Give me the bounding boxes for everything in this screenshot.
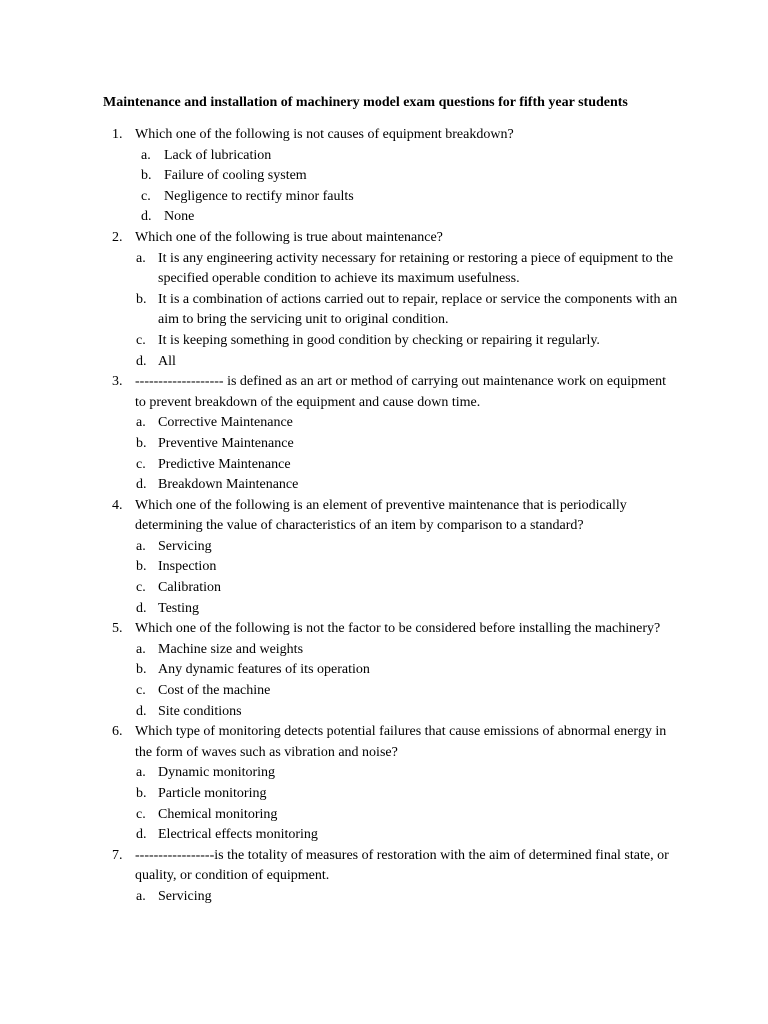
option-text: Corrective Maintenance	[158, 415, 293, 431]
option-letter: b.	[136, 291, 147, 307]
option-item	[0, 455, 768, 476]
option-letter: a.	[136, 250, 146, 266]
option-list	[0, 249, 768, 373]
question-1	[0, 125, 768, 228]
option-letter: a.	[136, 415, 146, 431]
option-letter: b.	[136, 662, 147, 678]
option-letter: a.	[141, 147, 151, 163]
question-text: Which one of the following is true about maintenance?	[135, 229, 443, 245]
question-3	[0, 372, 768, 496]
option-letter: c.	[136, 456, 146, 472]
option-item	[0, 434, 768, 455]
option-text: Calibration	[158, 580, 221, 596]
question-number: 7.	[112, 847, 123, 863]
option-item	[0, 146, 768, 167]
option-text: Preventive Maintenance	[158, 435, 294, 451]
option-item	[0, 825, 768, 846]
option-item	[0, 557, 768, 578]
question-7	[0, 846, 768, 908]
question-text: -----------------is the totality of measures of restoration with the aim of determined final state, or quality, or condition of equipment.	[135, 847, 669, 884]
question-text: Which type of monitoring detects potential failures that cause emissions of abnormal energy in the form of waves such as vibration and noise?	[135, 724, 667, 760]
option-letter: d.	[136, 703, 147, 719]
option-text: Servicing	[158, 538, 212, 554]
option-letter: a.	[136, 641, 146, 657]
question-number: 4.	[112, 497, 123, 513]
option-item	[0, 763, 768, 784]
option-text: Predictive Maintenance	[158, 456, 291, 472]
question-text: Which one of the following is not causes of equipment breakdown?	[135, 127, 514, 142]
option-list	[0, 537, 768, 619]
option-item	[0, 578, 768, 599]
option-list	[0, 763, 768, 845]
option-list	[0, 413, 768, 495]
option-letter: d.	[136, 477, 147, 493]
option-letter: b.	[136, 559, 147, 575]
option-item	[0, 187, 768, 208]
option-text: All	[158, 353, 176, 369]
option-text: Lack of lubrication	[164, 147, 272, 163]
option-item	[0, 537, 768, 558]
option-text: Inspection	[158, 559, 217, 575]
option-letter: a.	[136, 888, 146, 904]
option-text: Cost of the machine	[158, 683, 271, 699]
option-item	[0, 660, 768, 681]
option-text: Particle monitoring	[158, 786, 267, 801]
option-item	[0, 887, 768, 908]
option-text: Machine size and weights	[158, 641, 304, 657]
option-item	[0, 166, 768, 187]
option-text: Electrical effects monitoring	[158, 827, 318, 843]
question-text: Which one of the following is not the factor to be considered before installing the machinery?	[135, 621, 661, 637]
question-2	[0, 228, 768, 372]
option-text: It is a combination of actions carried out to repair, replace or service the components with an aim to bring the servicing unit to original condition.	[158, 291, 678, 328]
option-list	[0, 887, 768, 908]
option-text: Testing	[158, 600, 200, 616]
option-text: None	[164, 209, 195, 225]
question-5	[0, 619, 768, 722]
option-letter: b.	[136, 435, 147, 451]
question-number: 3.	[112, 374, 123, 390]
question-list	[0, 125, 768, 908]
option-list	[0, 146, 768, 228]
option-text: Dynamic monitoring	[158, 765, 276, 781]
option-letter: c.	[136, 332, 146, 348]
option-item	[0, 599, 768, 620]
option-item	[0, 352, 768, 373]
question-number: 6.	[112, 724, 123, 740]
question-number: 5.	[112, 621, 123, 637]
option-text: Negligence to rectify minor faults	[164, 188, 354, 204]
question-6	[0, 722, 768, 846]
option-item	[0, 331, 768, 352]
option-item	[0, 784, 768, 805]
option-text: It is any engineering activity necessary for retaining or restoring a piece of equipment to the specified operable condition to achieve its maximum usefulness.	[158, 250, 674, 287]
option-text: Any dynamic features of its operation	[158, 662, 370, 678]
question-4	[0, 496, 768, 620]
question-number: 2.	[112, 229, 123, 245]
option-letter: d.	[136, 353, 147, 369]
option-item	[0, 702, 768, 723]
option-letter: a.	[136, 765, 146, 781]
option-item	[0, 475, 768, 496]
option-item	[0, 681, 768, 702]
option-text: Chemical monitoring	[158, 806, 278, 822]
option-letter: c.	[136, 806, 146, 822]
question-number: 1.	[112, 127, 123, 142]
option-text: Site conditions	[158, 703, 242, 719]
question-text: ------------------- is defined as an art or method of carrying out maintenance work on equipment to prevent breakdown of the equipment and cause down time.	[135, 374, 666, 410]
document-title: Maintenance and installation of machinery model exam questions for fifth year students	[103, 95, 628, 110]
option-text: It is keeping something in good condition by checking or repairing it regularly.	[158, 332, 600, 348]
option-letter: d.	[136, 600, 147, 616]
option-text: Servicing	[158, 888, 212, 904]
option-letter: b.	[136, 786, 147, 801]
question-text: Which one of the following is an element of preventive maintenance that is periodically determining the value of characteristics of an item by comparison to a standard?	[135, 497, 627, 534]
option-letter: d.	[141, 209, 152, 225]
option-list	[0, 640, 768, 722]
option-item	[0, 207, 768, 228]
option-letter: c.	[136, 580, 146, 596]
option-letter: b.	[141, 168, 152, 184]
option-letter: a.	[136, 538, 146, 554]
option-item	[0, 249, 768, 290]
option-item	[0, 413, 768, 434]
option-item	[0, 640, 768, 661]
option-item	[0, 290, 768, 331]
option-item	[0, 805, 768, 826]
option-letter: c.	[141, 188, 151, 204]
option-text: Failure of cooling system	[164, 168, 307, 184]
option-text: Breakdown Maintenance	[158, 477, 299, 493]
option-letter: c.	[136, 683, 146, 699]
option-letter: d.	[136, 827, 147, 843]
